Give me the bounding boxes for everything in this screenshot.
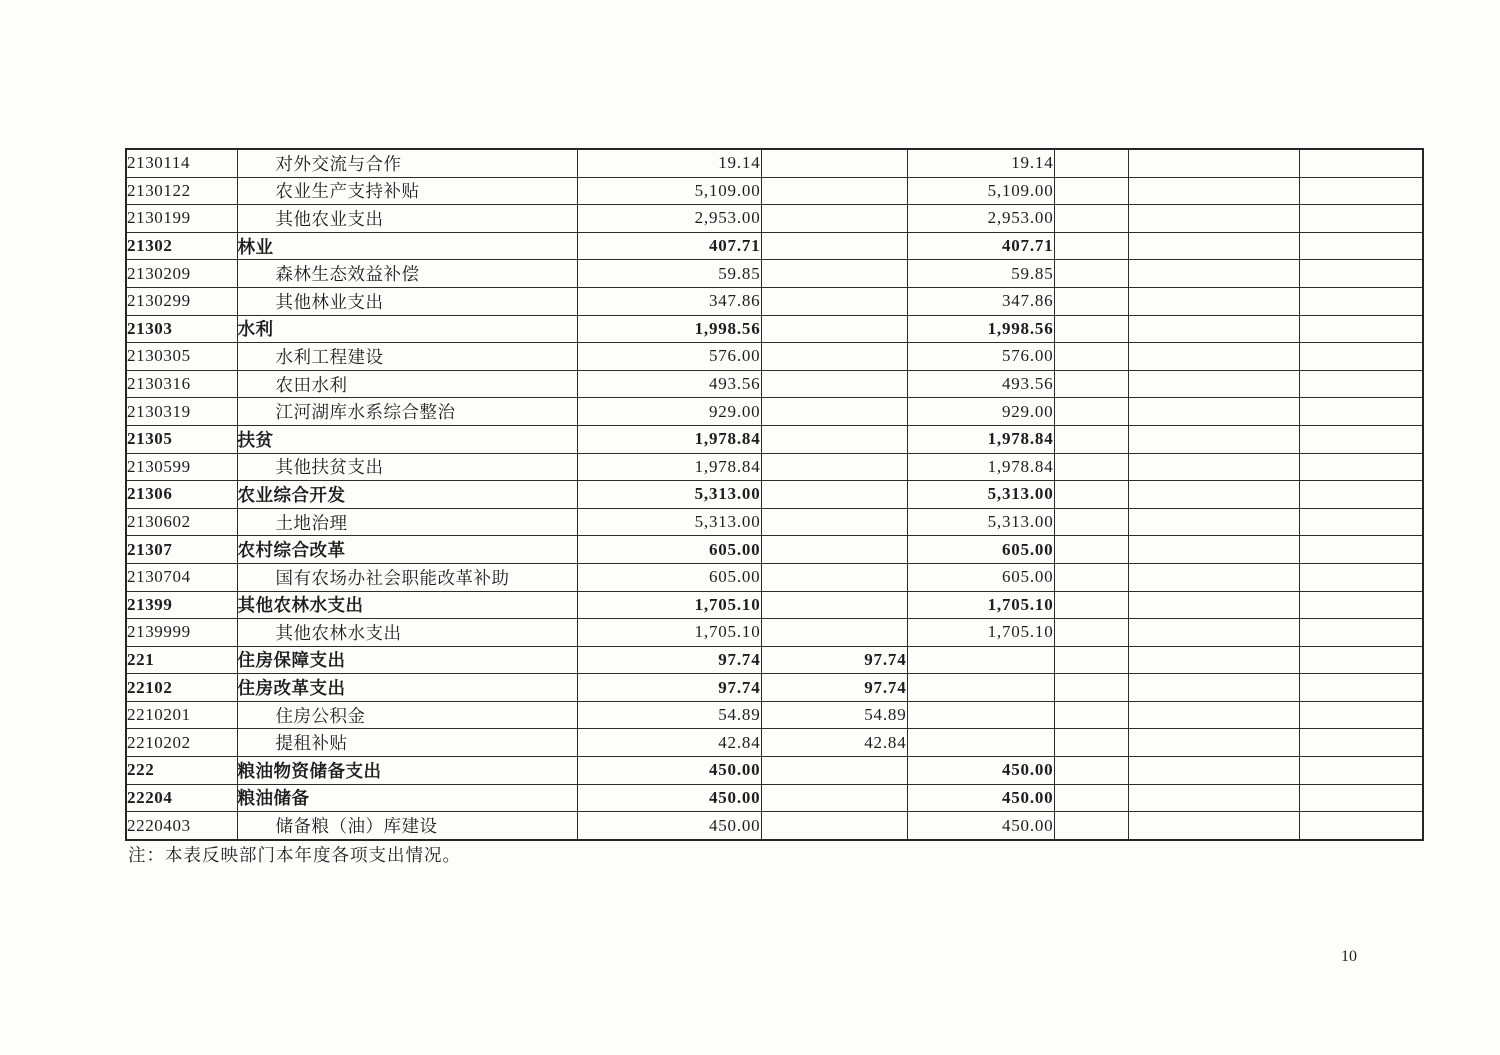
cell-amount-col5: 450.00 bbox=[907, 757, 1054, 785]
cell-amount-col4 bbox=[761, 784, 907, 812]
cell-name: 提租补贴 bbox=[237, 729, 577, 757]
cell-amount-col8 bbox=[1299, 370, 1423, 398]
cell-amount-col3: 929.00 bbox=[577, 398, 761, 426]
cell-amount-col4 bbox=[761, 619, 907, 647]
cell-name: 其他农业支出 bbox=[237, 205, 577, 233]
cell-amount-col7 bbox=[1128, 812, 1299, 840]
cell-amount-col3: 576.00 bbox=[577, 343, 761, 371]
cell-name: 住房改革支出 bbox=[237, 674, 577, 702]
cell-name: 国有农场办社会职能改革补助 bbox=[237, 563, 577, 591]
cell-amount-col4 bbox=[761, 425, 907, 453]
cell-amount-col4 bbox=[761, 205, 907, 233]
cell-name: 土地治理 bbox=[237, 508, 577, 536]
cell-name: 农村综合改革 bbox=[237, 536, 577, 564]
cell-amount-col4 bbox=[761, 287, 907, 315]
cell-code: 2210201 bbox=[126, 701, 237, 729]
page-number: 10 bbox=[1341, 948, 1357, 965]
cell-amount-col8 bbox=[1299, 674, 1423, 702]
cell-amount-col6 bbox=[1054, 812, 1128, 840]
cell-amount-col5: 1,998.56 bbox=[907, 315, 1054, 343]
cell-amount-col7 bbox=[1128, 425, 1299, 453]
cell-amount-col6 bbox=[1054, 232, 1128, 260]
cell-amount-col3: 97.74 bbox=[577, 674, 761, 702]
cell-amount-col4 bbox=[761, 563, 907, 591]
cell-amount-col8 bbox=[1299, 591, 1423, 619]
cell-amount-col6 bbox=[1054, 784, 1128, 812]
cell-name: 森林生态效益补偿 bbox=[237, 260, 577, 288]
table-row bbox=[126, 177, 1423, 205]
cell-code: 2130599 bbox=[126, 453, 237, 481]
cell-amount-col8 bbox=[1299, 701, 1423, 729]
cell-name: 农业生产支持补贴 bbox=[237, 177, 577, 205]
cell-amount-col4 bbox=[761, 481, 907, 509]
expenditure-table bbox=[125, 148, 1424, 841]
cell-amount-col7 bbox=[1128, 370, 1299, 398]
cell-name: 农田水利 bbox=[237, 370, 577, 398]
table-row bbox=[126, 260, 1423, 288]
cell-name: 水利 bbox=[237, 315, 577, 343]
table-row bbox=[126, 481, 1423, 509]
cell-amount-col4 bbox=[761, 591, 907, 619]
cell-amount-col6 bbox=[1054, 619, 1128, 647]
cell-amount-col5: 605.00 bbox=[907, 563, 1054, 591]
cell-amount-col8 bbox=[1299, 508, 1423, 536]
cell-amount-col3: 19.14 bbox=[577, 149, 761, 177]
cell-amount-col5: 493.56 bbox=[907, 370, 1054, 398]
cell-amount-col4 bbox=[761, 177, 907, 205]
cell-amount-col7 bbox=[1128, 398, 1299, 426]
cell-amount-col8 bbox=[1299, 343, 1423, 371]
cell-amount-col7 bbox=[1128, 453, 1299, 481]
cell-amount-col8 bbox=[1299, 398, 1423, 426]
cell-amount-col4 bbox=[761, 260, 907, 288]
table-row bbox=[126, 315, 1423, 343]
cell-amount-col6 bbox=[1054, 674, 1128, 702]
cell-amount-col7 bbox=[1128, 591, 1299, 619]
cell-amount-col3: 605.00 bbox=[577, 536, 761, 564]
cell-code: 22204 bbox=[126, 784, 237, 812]
table-note: 注：本表反映部门本年度各项支出情况。 bbox=[128, 845, 461, 865]
cell-name: 水利工程建设 bbox=[237, 343, 577, 371]
cell-amount-col3: 1,705.10 bbox=[577, 619, 761, 647]
cell-amount-col8 bbox=[1299, 481, 1423, 509]
cell-amount-col5: 1,978.84 bbox=[907, 425, 1054, 453]
cell-amount-col7 bbox=[1128, 757, 1299, 785]
cell-amount-col5: 1,705.10 bbox=[907, 591, 1054, 619]
cell-amount-col5 bbox=[907, 674, 1054, 702]
cell-amount-col3: 1,705.10 bbox=[577, 591, 761, 619]
table-row bbox=[126, 757, 1423, 785]
cell-amount-col4 bbox=[761, 232, 907, 260]
cell-amount-col6 bbox=[1054, 701, 1128, 729]
cell-amount-col6 bbox=[1054, 343, 1128, 371]
table-row bbox=[126, 370, 1423, 398]
cell-code: 2210202 bbox=[126, 729, 237, 757]
cell-amount-col4 bbox=[761, 398, 907, 426]
cell-amount-col4 bbox=[761, 149, 907, 177]
cell-amount-col5: 1,978.84 bbox=[907, 453, 1054, 481]
cell-code: 21305 bbox=[126, 425, 237, 453]
cell-name: 住房公积金 bbox=[237, 701, 577, 729]
cell-amount-col8 bbox=[1299, 453, 1423, 481]
cell-name: 其他农林水支出 bbox=[237, 591, 577, 619]
cell-amount-col8 bbox=[1299, 646, 1423, 674]
cell-amount-col5: 2,953.00 bbox=[907, 205, 1054, 233]
cell-amount-col8 bbox=[1299, 232, 1423, 260]
cell-amount-col3: 450.00 bbox=[577, 812, 761, 840]
cell-amount-col3: 605.00 bbox=[577, 563, 761, 591]
cell-code: 21399 bbox=[126, 591, 237, 619]
cell-amount-col5: 59.85 bbox=[907, 260, 1054, 288]
cell-amount-col8 bbox=[1299, 315, 1423, 343]
cell-amount-col6 bbox=[1054, 425, 1128, 453]
cell-amount-col8 bbox=[1299, 729, 1423, 757]
cell-amount-col5: 929.00 bbox=[907, 398, 1054, 426]
cell-amount-col6 bbox=[1054, 729, 1128, 757]
cell-amount-col3: 450.00 bbox=[577, 757, 761, 785]
cell-name: 粮油储备 bbox=[237, 784, 577, 812]
cell-amount-col8 bbox=[1299, 177, 1423, 205]
cell-amount-col4 bbox=[761, 315, 907, 343]
cell-amount-col8 bbox=[1299, 784, 1423, 812]
cell-name: 扶贫 bbox=[237, 425, 577, 453]
cell-amount-col5 bbox=[907, 646, 1054, 674]
table-row bbox=[126, 784, 1423, 812]
cell-amount-col8 bbox=[1299, 149, 1423, 177]
cell-name: 其他林业支出 bbox=[237, 287, 577, 315]
cell-name: 住房保障支出 bbox=[237, 646, 577, 674]
table-row bbox=[126, 343, 1423, 371]
cell-code: 2130316 bbox=[126, 370, 237, 398]
cell-amount-col3: 450.00 bbox=[577, 784, 761, 812]
cell-amount-col5: 1,705.10 bbox=[907, 619, 1054, 647]
cell-amount-col5: 5,313.00 bbox=[907, 481, 1054, 509]
cell-amount-col6 bbox=[1054, 205, 1128, 233]
cell-amount-col3: 347.86 bbox=[577, 287, 761, 315]
table-row bbox=[126, 508, 1423, 536]
cell-amount-col5: 450.00 bbox=[907, 784, 1054, 812]
cell-amount-col5: 450.00 bbox=[907, 812, 1054, 840]
cell-amount-col8 bbox=[1299, 563, 1423, 591]
cell-amount-col3: 1,998.56 bbox=[577, 315, 761, 343]
cell-name: 储备粮（油）库建设 bbox=[237, 812, 577, 840]
table-row bbox=[126, 674, 1423, 702]
cell-code: 2130299 bbox=[126, 287, 237, 315]
cell-amount-col7 bbox=[1128, 205, 1299, 233]
cell-amount-col5 bbox=[907, 729, 1054, 757]
cell-name: 其他扶贫支出 bbox=[237, 453, 577, 481]
cell-amount-col6 bbox=[1054, 563, 1128, 591]
cell-amount-col4: 97.74 bbox=[761, 674, 907, 702]
table-row bbox=[126, 701, 1423, 729]
cell-amount-col4 bbox=[761, 812, 907, 840]
cell-amount-col6 bbox=[1054, 398, 1128, 426]
cell-amount-col5: 576.00 bbox=[907, 343, 1054, 371]
cell-code: 22102 bbox=[126, 674, 237, 702]
cell-amount-col7 bbox=[1128, 563, 1299, 591]
cell-amount-col7 bbox=[1128, 343, 1299, 371]
cell-amount-col3: 97.74 bbox=[577, 646, 761, 674]
cell-code: 2130122 bbox=[126, 177, 237, 205]
cell-amount-col6 bbox=[1054, 177, 1128, 205]
cell-amount-col3: 1,978.84 bbox=[577, 425, 761, 453]
cell-amount-col4 bbox=[761, 370, 907, 398]
table-row bbox=[126, 398, 1423, 426]
cell-code: 2130319 bbox=[126, 398, 237, 426]
table-row bbox=[126, 425, 1423, 453]
cell-code: 21303 bbox=[126, 315, 237, 343]
cell-amount-col7 bbox=[1128, 729, 1299, 757]
cell-amount-col7 bbox=[1128, 287, 1299, 315]
table-row bbox=[126, 536, 1423, 564]
cell-name: 粮油物资储备支出 bbox=[237, 757, 577, 785]
cell-amount-col6 bbox=[1054, 260, 1128, 288]
cell-amount-col5 bbox=[907, 701, 1054, 729]
cell-amount-col8 bbox=[1299, 205, 1423, 233]
table-row bbox=[126, 149, 1423, 177]
cell-amount-col8 bbox=[1299, 287, 1423, 315]
table-row bbox=[126, 812, 1423, 840]
table-row bbox=[126, 563, 1423, 591]
cell-amount-col5: 347.86 bbox=[907, 287, 1054, 315]
cell-name: 其他农林水支出 bbox=[237, 619, 577, 647]
cell-amount-col7 bbox=[1128, 481, 1299, 509]
cell-amount-col8 bbox=[1299, 619, 1423, 647]
cell-amount-col7 bbox=[1128, 149, 1299, 177]
cell-amount-col4 bbox=[761, 343, 907, 371]
cell-amount-col6 bbox=[1054, 646, 1128, 674]
cell-amount-col6 bbox=[1054, 481, 1128, 509]
cell-amount-col6 bbox=[1054, 757, 1128, 785]
cell-amount-col3: 5,313.00 bbox=[577, 508, 761, 536]
cell-code: 2130602 bbox=[126, 508, 237, 536]
table-row bbox=[126, 619, 1423, 647]
cell-amount-col4: 54.89 bbox=[761, 701, 907, 729]
cell-amount-col3: 407.71 bbox=[577, 232, 761, 260]
table-row bbox=[126, 453, 1423, 481]
cell-name: 对外交流与合作 bbox=[237, 149, 577, 177]
cell-amount-col7 bbox=[1128, 536, 1299, 564]
cell-amount-col8 bbox=[1299, 812, 1423, 840]
expenditure-table-body bbox=[126, 149, 1423, 840]
cell-amount-col4: 97.74 bbox=[761, 646, 907, 674]
table-row bbox=[126, 232, 1423, 260]
cell-name: 江河湖库水系综合整治 bbox=[237, 398, 577, 426]
cell-amount-col3: 5,313.00 bbox=[577, 481, 761, 509]
cell-amount-col5: 605.00 bbox=[907, 536, 1054, 564]
table-row bbox=[126, 287, 1423, 315]
cell-amount-col8 bbox=[1299, 425, 1423, 453]
cell-amount-col6 bbox=[1054, 315, 1128, 343]
table-row bbox=[126, 646, 1423, 674]
cell-amount-col4 bbox=[761, 508, 907, 536]
cell-amount-col5: 407.71 bbox=[907, 232, 1054, 260]
cell-code: 2130704 bbox=[126, 563, 237, 591]
cell-amount-col5: 19.14 bbox=[907, 149, 1054, 177]
cell-amount-col6 bbox=[1054, 370, 1128, 398]
cell-amount-col5: 5,109.00 bbox=[907, 177, 1054, 205]
cell-amount-col7 bbox=[1128, 701, 1299, 729]
cell-amount-col7 bbox=[1128, 674, 1299, 702]
cell-amount-col5: 5,313.00 bbox=[907, 508, 1054, 536]
cell-code: 2130199 bbox=[126, 205, 237, 233]
cell-amount-col3: 54.89 bbox=[577, 701, 761, 729]
cell-amount-col7 bbox=[1128, 784, 1299, 812]
cell-name: 农业综合开发 bbox=[237, 481, 577, 509]
cell-amount-col3: 59.85 bbox=[577, 260, 761, 288]
cell-code: 2139999 bbox=[126, 619, 237, 647]
cell-amount-col3: 2,953.00 bbox=[577, 205, 761, 233]
table-row bbox=[126, 205, 1423, 233]
cell-code: 2220403 bbox=[126, 812, 237, 840]
cell-amount-col4 bbox=[761, 757, 907, 785]
cell-amount-col4 bbox=[761, 536, 907, 564]
cell-amount-col4 bbox=[761, 453, 907, 481]
cell-amount-col7 bbox=[1128, 232, 1299, 260]
cell-amount-col7 bbox=[1128, 619, 1299, 647]
cell-amount-col3: 42.84 bbox=[577, 729, 761, 757]
cell-amount-col3: 5,109.00 bbox=[577, 177, 761, 205]
cell-code: 2130114 bbox=[126, 149, 237, 177]
cell-amount-col6 bbox=[1054, 508, 1128, 536]
cell-amount-col7 bbox=[1128, 260, 1299, 288]
cell-amount-col4: 42.84 bbox=[761, 729, 907, 757]
cell-amount-col3: 493.56 bbox=[577, 370, 761, 398]
cell-amount-col7 bbox=[1128, 646, 1299, 674]
cell-code: 2130209 bbox=[126, 260, 237, 288]
cell-amount-col8 bbox=[1299, 260, 1423, 288]
cell-amount-col7 bbox=[1128, 315, 1299, 343]
cell-amount-col7 bbox=[1128, 508, 1299, 536]
cell-amount-col7 bbox=[1128, 177, 1299, 205]
cell-amount-col3: 1,978.84 bbox=[577, 453, 761, 481]
cell-amount-col6 bbox=[1054, 287, 1128, 315]
cell-amount-col6 bbox=[1054, 149, 1128, 177]
cell-code: 21302 bbox=[126, 232, 237, 260]
table-row bbox=[126, 729, 1423, 757]
cell-name: 林业 bbox=[237, 232, 577, 260]
cell-code: 21306 bbox=[126, 481, 237, 509]
cell-code: 221 bbox=[126, 646, 237, 674]
table-row bbox=[126, 591, 1423, 619]
cell-amount-col8 bbox=[1299, 757, 1423, 785]
cell-code: 222 bbox=[126, 757, 237, 785]
cell-amount-col8 bbox=[1299, 536, 1423, 564]
cell-amount-col6 bbox=[1054, 536, 1128, 564]
cell-amount-col6 bbox=[1054, 453, 1128, 481]
cell-amount-col6 bbox=[1054, 591, 1128, 619]
cell-code: 2130305 bbox=[126, 343, 237, 371]
cell-code: 21307 bbox=[126, 536, 237, 564]
